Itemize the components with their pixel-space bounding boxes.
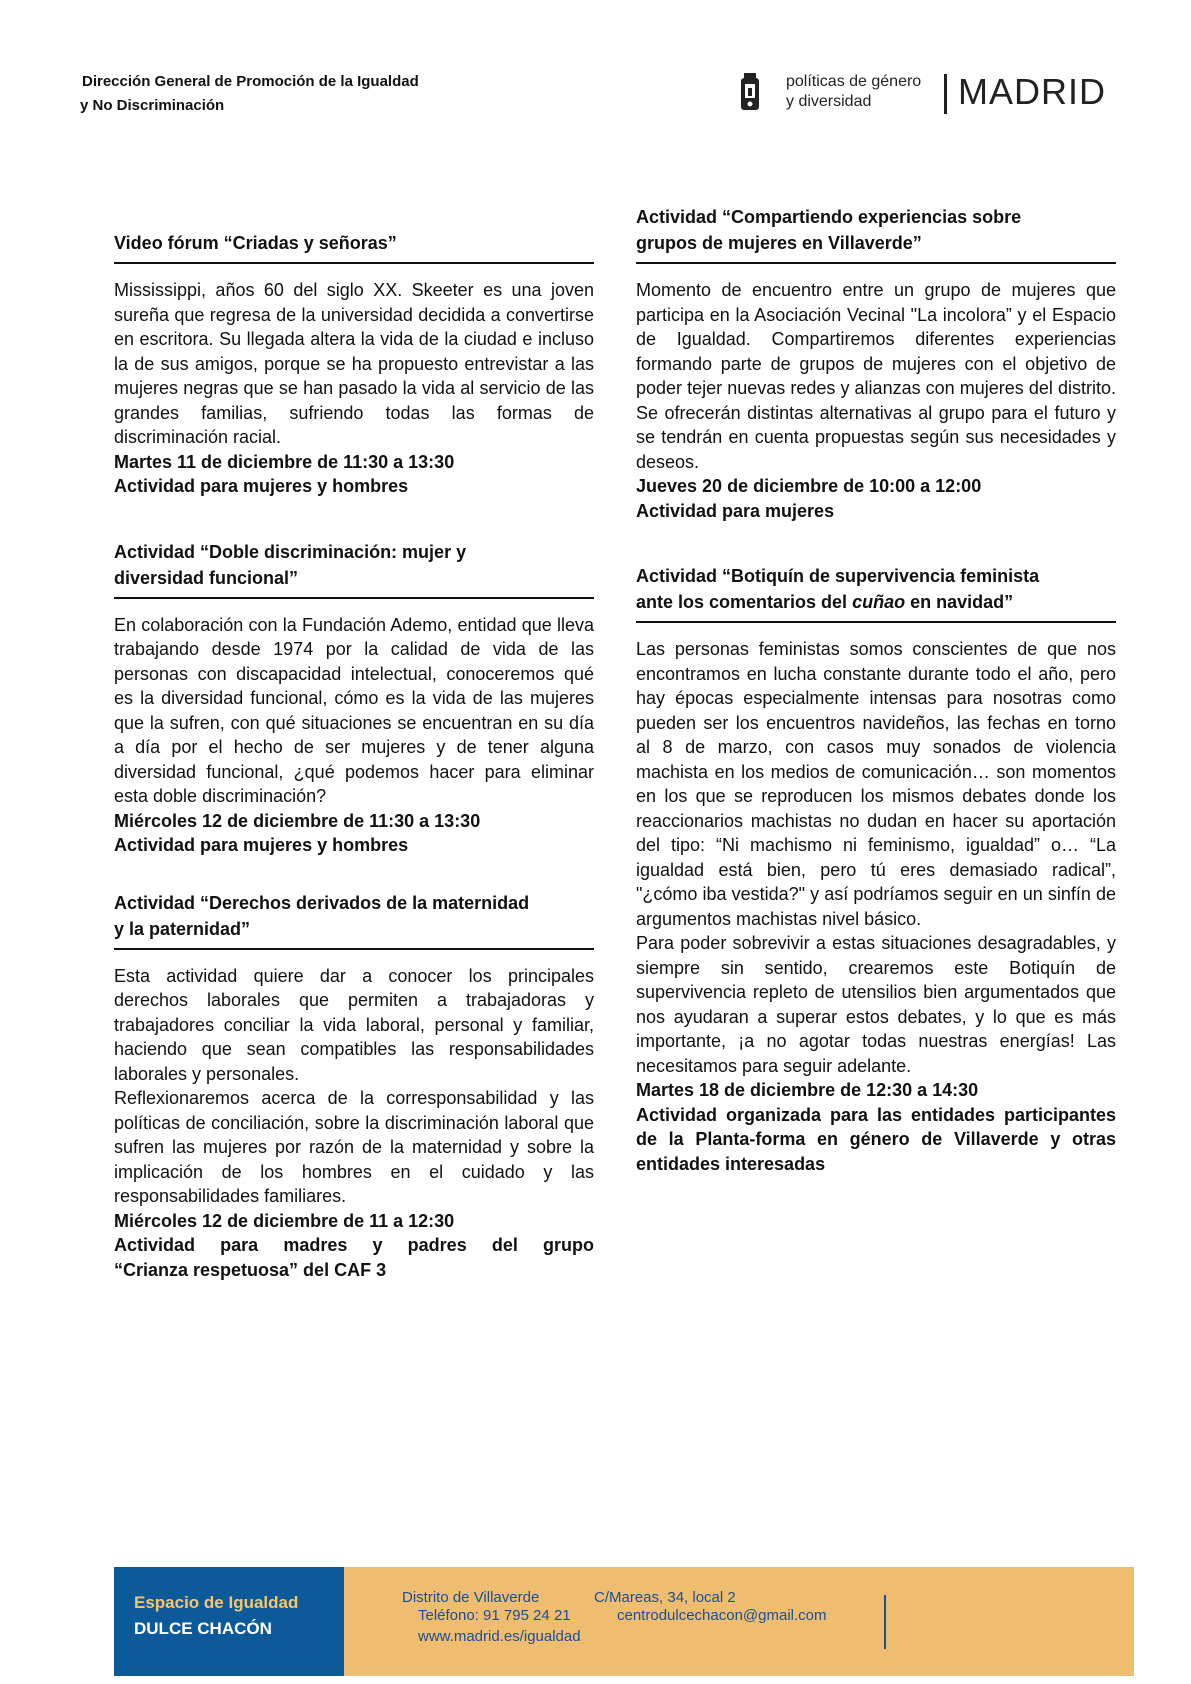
footer-address: C/Mareas, 34, local 2 <box>594 1589 736 1606</box>
logo-line-1: políticas de género <box>786 73 922 90</box>
footer-email[interactable]: centrodulcechacon@gmail.com <box>617 1607 827 1624</box>
section-audience: Actividad para mujeres y hombres <box>114 476 409 496</box>
section-audience: Actividad para mujeres y hombres <box>114 835 409 855</box>
logo-text <box>786 72 921 112</box>
section-audience: Actividad para mujeres <box>636 500 835 521</box>
section-date: Miércoles 12 de diciembre de 11:30 a 13:30 <box>114 810 481 831</box>
logo-city: MADRID <box>958 71 1106 112</box>
section-audience-line-2: “Crianza respetuosa” del CAF 3 <box>114 1259 387 1280</box>
spacer <box>114 858 594 890</box>
title-text: en navidad” <box>905 592 1014 612</box>
section-title <box>114 890 594 950</box>
section-title-line-2 <box>636 589 1116 615</box>
footer-brand <box>114 1567 344 1676</box>
section-title-line-2: diversidad funcional” <box>114 567 299 588</box>
section-date: Martes 11 de diciembre de 11:30 a 13:30 <box>114 451 455 472</box>
section-paragraph: Reflexionaremos acerca de la corresponsabilidad y las políticas de conciliación, sobre la discriminación laboral que sufren las mujeres por razón de la maternidad y sobre la implicación de los hombres en el cuidado y las responsabilidades familiares. <box>114 1088 594 1206</box>
section-title-line-2: y la paternidad” <box>114 918 251 939</box>
org-line-2: y No Discriminación <box>80 97 225 114</box>
section-title <box>114 539 594 599</box>
section-title: Video fórum “Criadas y señoras” <box>114 230 594 264</box>
section-compartiendo-experiencias <box>636 204 1116 523</box>
section-body <box>636 637 1116 1176</box>
title-text: ante los comentarios del <box>636 592 853 612</box>
section-title-line-1: Actividad “Compartiendo experiencias sobre <box>636 207 1022 227</box>
section-audience-line-1: Actividad para madres y padres del grupo <box>114 1235 594 1255</box>
section-title <box>636 563 1116 623</box>
section-audience: Actividad organizada para las entidades participantes de la Planta-forma en género de Villaverde y otras entidades interesadas <box>636 1104 1116 1174</box>
section-paragraph: Las personas feministas somos conscientes de que nos encontramos en lucha constante durante todo el año, pero hay épocas especialmente intensas para nosotras como pueden ser los encuentros navideños, las fechas en torno al 8 de marzo, con casos muy sonados de violencia machista en los medios de comunicación… son momentos en los que se reproducen los mismos debates donde los reaccionarios machistas no dudan en hacer su aportación del tipo: “Ni machismo ni feminismo, igualdad” o… “La igualdad está bien, pero tú eres demasiado radical”, "¿cómo iba vestida?" y así podríamos seguir en un sinfín de argumentos machistas nivel básico. <box>636 639 1116 929</box>
section-body <box>114 964 594 1283</box>
footer-district: Distrito de Villaverde <box>402 1589 540 1606</box>
footer-divider <box>884 1595 886 1649</box>
section-paragraph: Momento de encuentro entre un grupo de mujeres que participa en la Asociación Vecinal "La incolora” y el Espacio de Igualdad. Compartiremos diferentes experiencias formando parte de grupos de mujeres con el objetivo de poder tejer nuevas redes y alianzas con mujeres del distrito. Se ofrecerán distintas alternativas al grupo para el futuro y se tendrán en cuenta propuestas según sus necesidades y deseos. <box>636 280 1116 472</box>
section-botiquin-feminista <box>636 563 1116 1176</box>
section-derechos-maternidad <box>114 890 594 1283</box>
section-title-line-1: Actividad “Doble discriminación: mujer y <box>114 541 467 562</box>
section-date: Jueves 20 de diciembre de 10:00 a 12:00 <box>636 476 982 496</box>
spacer <box>114 499 594 539</box>
madrid-logo <box>740 70 1106 118</box>
section-paragraph: Para poder sobrevivir a estas situaciones desagradables, y siempre sin sentido, crearemos este Botiquín de supervivencia repleto de utensilios bien argumentados que nos ayudaran a superar estos debates, y lo que es más importante, ¡a no agotar todas nuestras energías! Las necesitamos para seguir adelante. <box>636 933 1116 1076</box>
title-emphasis: cuñao <box>852 592 906 612</box>
section-date: Miércoles 12 de diciembre de 11 a 12:30 <box>114 1210 455 1231</box>
brand-line-1: Espacio de Igualdad <box>134 1593 299 1612</box>
section-body <box>114 278 594 499</box>
header-organization <box>82 70 419 118</box>
section-title-line-1: Actividad “Botiquín de supervivencia feminista <box>636 566 1040 586</box>
footer-band <box>114 1567 1134 1676</box>
section-title-line-2: grupos de mujeres en Villaverde” <box>636 233 922 253</box>
section-body <box>114 613 594 858</box>
footer-website[interactable]: www.madrid.es/igualdad <box>418 1628 581 1645</box>
section-date: Martes 18 de diciembre de 12:30 a 14:30 <box>636 1080 979 1100</box>
section-paragraph: Mississippi, años 60 del siglo XX. Skeeter es una joven sureña que regresa de la universidad decidida a convertirse en escritora. Su llegada altera la vida de la ciudad e incluso la de sus amigos, porque se ha propuesto entrevistar a las mujeres negras que se han pasado la vida al servicio de las grandes familias, sufriendo todas las formas de discriminación racial. <box>114 280 594 447</box>
brand-line-2: DULCE CHACÓN <box>134 1619 272 1638</box>
right-column <box>636 204 1116 1176</box>
madrid-crest-icon <box>740 72 760 112</box>
section-paragraph: En colaboración con la Fundación Ademo, entidad que lleva trabajando desde 1974 por la calidad de vida de las personas con discapacidad intelectual, conoceremos qué es la diversidad funcional, cómo es la vida de las mujeres que la sufren, con qué situaciones se encuentran en su día a día por el hecho de ser mujeres y de tener alguna diversidad funcional, ¿qué podemos hacer para eliminar esta doble discriminación? <box>114 614 594 806</box>
section-paragraph: Esta actividad quiere dar a conocer los principales derechos laborales que permiten a trabajadoras y trabajadores conciliar la vida laboral, personal y familiar, haciendo que sean compatibles las responsabilidades laborales y personales. <box>114 965 594 1084</box>
section-body <box>636 278 1116 523</box>
section-title-line-1: Actividad “Derechos derivados de la maternidad <box>114 892 530 913</box>
logo-divider <box>944 74 947 114</box>
spacer <box>636 523 1116 563</box>
left-column <box>114 230 594 1282</box>
logo-line-2: y diversidad <box>786 93 872 110</box>
org-line-1: Dirección General de Promoción de la Igualdad <box>82 73 419 90</box>
section-video-forum <box>114 230 594 499</box>
section-title <box>636 204 1116 264</box>
section-doble-discriminacion <box>114 539 594 858</box>
footer-phone: Teléfono: 91 795 24 21 <box>418 1607 571 1624</box>
